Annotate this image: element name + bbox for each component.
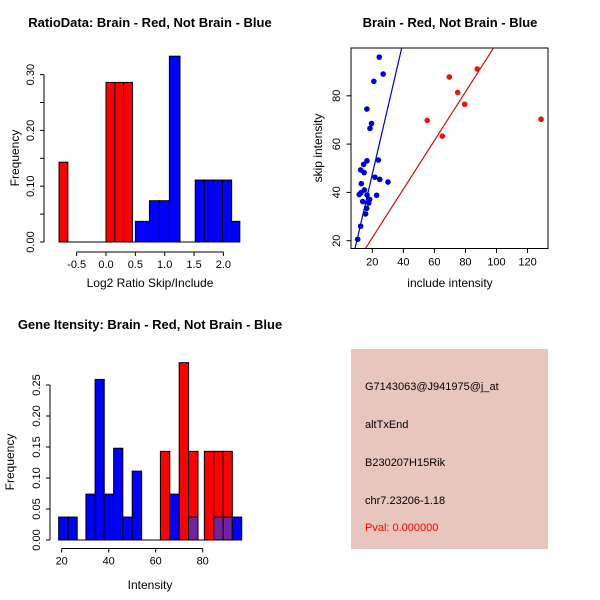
x-tick-label: 0.5	[127, 259, 143, 271]
scatter-point-not-brain	[366, 200, 372, 206]
y-tick-label: 0.05	[31, 498, 43, 520]
histogram-bar-brain	[124, 82, 133, 242]
y-tick-label: 0.00	[31, 529, 43, 551]
y-tick-label: 0.30	[25, 63, 37, 86]
histogram-bar-overlap	[214, 517, 223, 540]
histogram-bar-not-brain	[170, 494, 179, 540]
scatter-point-not-brain	[360, 199, 366, 205]
scatter-point-not-brain	[363, 211, 369, 217]
pval-text: Pval: 0.000000	[365, 522, 439, 534]
scatter-point-not-brain	[376, 54, 382, 60]
histogram-bar-not-brain	[95, 379, 104, 540]
scatter-title: Brain - Red, Not Brain - Blue	[362, 15, 538, 30]
genomic-location: chr7.23206-1.18	[365, 495, 446, 507]
scatter-point-not-brain	[367, 126, 373, 132]
x-tick-label: 20	[55, 555, 68, 568]
histogram-bar-overlap	[223, 517, 232, 540]
histogram-bar-not-brain	[159, 201, 169, 242]
histogram-bar-brain	[59, 162, 68, 242]
x-tick-label: 0.0	[98, 259, 114, 271]
scatter-point-not-brain	[372, 174, 378, 180]
scatter-point-not-brain	[361, 162, 367, 168]
scatter-point-not-brain	[361, 170, 367, 176]
x-tick-label: 1.5	[186, 259, 202, 271]
histogram-bar-brain	[106, 82, 115, 242]
scatter-point-brain	[462, 101, 468, 107]
x-tick-label: 60	[428, 256, 441, 269]
x-tick-label: 80	[196, 555, 209, 568]
histogram-bar-not-brain	[195, 180, 204, 242]
scatter-point-not-brain	[376, 157, 382, 163]
histogram-bar-not-brain	[232, 517, 241, 540]
scatter-point-not-brain	[358, 223, 364, 229]
histogram-bar-not-brain	[114, 448, 123, 540]
ratio-hist-title: RatioData: Brain - Red, Not Brain - Blue	[28, 15, 272, 30]
gene-hist-xlabel: Intensity	[127, 578, 173, 592]
scatter-point-brain	[455, 90, 461, 96]
scatter-point-not-brain	[371, 79, 377, 85]
event-type: altTxEnd	[365, 419, 409, 431]
y-tick-label: 0.20	[31, 405, 43, 427]
histogram-bar-brain	[179, 363, 188, 540]
histogram-bar-brain	[160, 451, 169, 540]
ratio-hist-xlabel: Log2 Ratio Skip/Include	[86, 276, 214, 290]
scatter-point-brain	[424, 118, 430, 124]
scatter-point-not-brain	[380, 71, 386, 77]
histogram-bar-brain	[204, 451, 213, 540]
y-tick-label: 0.15	[31, 436, 43, 458]
y-tick-label: 80	[331, 89, 343, 102]
scatter-ylabel: skip intensity	[311, 113, 325, 183]
histogram-bar-not-brain	[132, 471, 141, 540]
histogram-bar-overlap	[189, 517, 198, 540]
histogram-bar-not-brain	[123, 517, 132, 540]
x-tick-label: 100	[487, 256, 506, 269]
histogram-bar-not-brain	[135, 221, 149, 242]
y-tick-label: 0.10	[31, 467, 43, 489]
histogram-bar-not-brain	[213, 180, 222, 242]
scatter-point-not-brain	[364, 206, 370, 212]
scatter-point-brain	[440, 133, 446, 139]
scatter-point-not-brain	[385, 179, 391, 185]
scatter-xlabel: include intensity	[407, 276, 493, 290]
fit-line-brain-fit	[366, 48, 494, 248]
x-tick-label: -0.5	[67, 259, 87, 271]
histogram-bar-not-brain	[59, 517, 69, 540]
histogram-bar-not-brain	[169, 56, 180, 242]
ratio-hist-ylabel: Frequency	[8, 129, 22, 187]
y-tick-label: 60	[331, 137, 343, 151]
fit-line-notbrain-fit	[355, 48, 402, 248]
y-tick-label: 0.00	[25, 231, 37, 253]
gene-hist-ylabel: Frequency	[3, 433, 17, 491]
histogram-bar-brain	[115, 82, 124, 242]
x-tick-label: 80	[459, 256, 472, 269]
scatter-point-not-brain	[369, 121, 375, 127]
y-tick-label: 40	[331, 186, 343, 199]
scatter-point-not-brain	[358, 181, 364, 187]
scatter-point-brain	[538, 116, 544, 122]
y-tick-label: 0.20	[25, 119, 37, 142]
scatter-point-not-brain	[356, 192, 362, 198]
y-tick-label: 0.25	[31, 374, 43, 396]
scatter-point-brain	[474, 66, 480, 72]
histogram-bar-not-brain	[86, 494, 95, 540]
x-tick-label: 120	[518, 256, 537, 269]
probe-id: G7143063@J941975@j_at	[365, 381, 499, 393]
scatter-point-not-brain	[364, 106, 370, 112]
x-tick-label: 60	[149, 555, 162, 568]
scatter-point-brain	[447, 74, 453, 80]
y-tick-label: 0.10	[25, 175, 37, 197]
gene-symbol: B230207H15Rik	[365, 457, 446, 469]
x-tick-label: 40	[102, 555, 115, 568]
scatter-point-not-brain	[377, 177, 383, 183]
scatter-point-not-brain	[374, 192, 380, 198]
histogram-bar-not-brain	[223, 180, 232, 242]
x-tick-label: 20	[366, 256, 379, 269]
histogram-bar-not-brain	[104, 494, 113, 540]
y-tick-label: 20	[331, 234, 343, 247]
x-tick-label: 40	[397, 256, 410, 269]
info-box	[351, 349, 548, 549]
histogram-bar-not-brain	[149, 201, 159, 242]
histogram-bar-not-brain	[68, 517, 77, 540]
scatter-point-not-brain	[355, 236, 361, 242]
histogram-bar-not-brain	[232, 221, 240, 242]
x-tick-label: 1.0	[157, 259, 173, 271]
x-tick-label: 2.0	[215, 259, 232, 271]
histogram-bar-not-brain	[204, 180, 213, 242]
gene-hist-title: Gene Itensity: Brain - Red, Not Brain - Blue	[17, 317, 283, 332]
